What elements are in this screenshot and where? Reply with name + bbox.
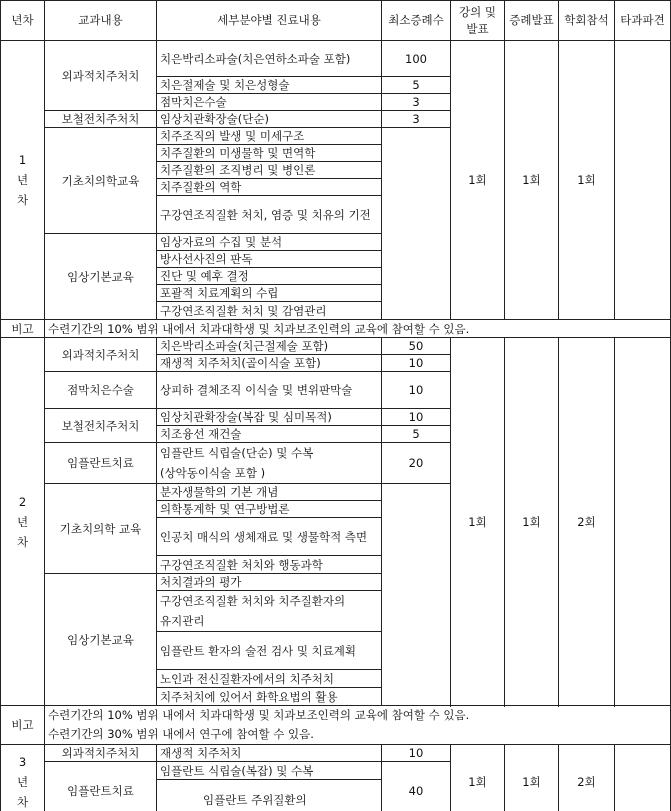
y1-conference: 1회 bbox=[559, 41, 615, 320]
y1-count-empty bbox=[382, 128, 451, 320]
y3-detail: 임플란트 주위질환의 bbox=[157, 780, 382, 811]
y2-detail: 구강연조직질환 처치와 행동과학 bbox=[157, 556, 382, 574]
y1-detail: 방사선사진의 판독 bbox=[157, 251, 382, 268]
y1-detail: 포괄적 치료계획의 수립 bbox=[157, 285, 382, 302]
y1-detail: 구강연조직질환 처치 및 감염관리 bbox=[157, 302, 382, 320]
y2-note-line2: 수련기간의 30% 범위 내에서 연구에 참여할 수 있음. bbox=[48, 727, 314, 741]
y1-detail: 구강연조직질환 처치, 염증 및 치유의 기전 bbox=[157, 196, 382, 234]
y1-detail: 진단 및 예후 결정 bbox=[157, 268, 382, 285]
y1-detail: 임상자료의 수집 및 분석 bbox=[157, 234, 382, 251]
y1-subject-basic: 기초치의학교육 bbox=[45, 128, 157, 234]
y2-count: 10 bbox=[382, 372, 451, 409]
y2-conference: 2회 bbox=[559, 338, 615, 706]
y2-other-dept bbox=[615, 338, 671, 706]
y2-detail: 치은박리소파술(치근절제술 포함) bbox=[157, 338, 382, 355]
y1-note: 수련기간의 10% 범위 내에서 치과대학생 및 치과보조인력의 교육에 참여할 수 있음. bbox=[45, 320, 671, 338]
year-1-label: 1 년 차 bbox=[1, 41, 45, 320]
y1-detail: 치은박리소파술(치은연하소파술 포함) bbox=[157, 41, 382, 77]
y1-subject-prosthetic: 보철전치주처치 bbox=[45, 111, 157, 128]
note-row bbox=[1, 320, 671, 338]
y2-note-line1: 수련기간의 10% 범위 내에서 치과대학생 및 치과보조인력의 교육에 참여할 수 있음. bbox=[48, 708, 470, 722]
y2-detail: 분자생물학의 기본 개념 bbox=[157, 484, 382, 501]
y1-other-dept bbox=[615, 41, 671, 320]
y1-lecture: 1회 bbox=[451, 41, 505, 320]
y2-note-label: 비고 bbox=[1, 706, 45, 745]
note-row bbox=[1, 706, 671, 745]
y1-subject-clinical: 임상기본교육 bbox=[45, 234, 157, 320]
table-row bbox=[1, 41, 671, 77]
y3-subject-implant: 임플란트치료 bbox=[45, 762, 157, 811]
y2-subject-clinical: 임상기본교육 bbox=[45, 574, 157, 706]
y2-count: 10 bbox=[382, 409, 451, 426]
y1-detail: 치주조직의 발생 및 미세구조 bbox=[157, 128, 382, 145]
y1-count: 100 bbox=[382, 41, 451, 77]
y3-subject-surgical: 외과적치주처치 bbox=[45, 745, 157, 762]
y2-subject-implant: 임플란트치료 bbox=[45, 443, 157, 484]
y2-detail: 치조융선 재건술 bbox=[157, 426, 382, 443]
y2-subject-mucogingival: 점막치은수술 bbox=[45, 372, 157, 409]
y1-count: 3 bbox=[382, 111, 451, 128]
y3-other-dept bbox=[615, 745, 671, 811]
y3-conference: 2회 bbox=[559, 745, 615, 811]
y2-detail: 상피하 결체조직 이식술 및 변위판막술 bbox=[157, 372, 382, 409]
header-lecture: 강의 및 발표 bbox=[451, 1, 505, 41]
y3-detail: 재생적 치주처치 bbox=[157, 745, 382, 762]
header-row bbox=[1, 1, 671, 41]
y2-subject-surgical: 외과적치주처치 bbox=[45, 338, 157, 372]
header-case-presentation: 증례발표 bbox=[505, 1, 559, 41]
y2-count: 20 bbox=[382, 443, 451, 484]
y2-detail: 치주처치에 있어서 화학요법의 활용 bbox=[157, 688, 382, 706]
y1-detail: 치주질환의 미생물학 및 면역학 bbox=[157, 145, 382, 162]
y2-count: 5 bbox=[382, 426, 451, 443]
header-subject: 교과내용 bbox=[45, 1, 157, 41]
header-detail: 세부분야별 진료내용 bbox=[157, 1, 382, 41]
y3-count: 40 bbox=[382, 762, 451, 811]
y1-detail: 치은절제술 및 치은성형술 bbox=[157, 77, 382, 94]
y2-detail: 임플란트 환자의 술전 검사 및 치료계획 bbox=[157, 632, 382, 670]
y3-detail: 임플란트 식립술(복잡) 및 수복 bbox=[157, 762, 382, 780]
y3-lecture: 1회 bbox=[451, 745, 505, 811]
y2-count: 50 bbox=[382, 338, 451, 355]
header-min-cases: 최소증례수 bbox=[382, 1, 451, 41]
y2-note bbox=[45, 706, 671, 745]
y1-subject-surgical: 외과적치주처치 bbox=[45, 41, 157, 111]
y2-detail: 처치결과의 평가 bbox=[157, 574, 382, 591]
y2-subject-basic: 기초치의학 교육 bbox=[45, 484, 157, 574]
header-year: 년차 bbox=[1, 1, 45, 41]
y2-detail: 의학통계학 및 연구방법론 bbox=[157, 501, 382, 518]
y3-case: 1회 bbox=[505, 745, 559, 811]
y1-detail: 치주질환의 역학 bbox=[157, 179, 382, 196]
y1-detail: 치주질환의 조직병리 및 병인론 bbox=[157, 162, 382, 179]
y2-detail: 인공치 매식의 생체재료 및 생물학적 측면 bbox=[157, 518, 382, 556]
y1-note-label: 비고 bbox=[1, 320, 45, 338]
y2-case: 1회 bbox=[505, 338, 559, 706]
year-3-label: 3 년 차 bbox=[1, 745, 45, 811]
header-other-dept: 타과파견 bbox=[615, 1, 671, 41]
y2-count-empty bbox=[382, 484, 451, 706]
y2-detail: 노인과 전신질환자에서의 치주처치 bbox=[157, 670, 382, 688]
year-2-label: 2 년 차 bbox=[1, 338, 45, 706]
y2-detail: 임상치관확장술(복잡 및 심미목적) bbox=[157, 409, 382, 426]
y2-count: 10 bbox=[382, 355, 451, 372]
y2-subject-prosthetic: 보철전치주처치 bbox=[45, 409, 157, 443]
y2-detail: 임플란트 식립술(단순) 및 수복 (상악동이식술 포함 ) bbox=[157, 443, 382, 484]
table-row bbox=[1, 338, 671, 355]
y1-case: 1회 bbox=[505, 41, 559, 320]
y2-lecture: 1회 bbox=[451, 338, 505, 706]
y1-detail: 임상치관확장술(단순) bbox=[157, 111, 382, 128]
y1-detail: 점막치은수술 bbox=[157, 94, 382, 111]
y1-count: 3 bbox=[382, 94, 451, 111]
y2-detail: 재생적 치주처치(골이식술 포함) bbox=[157, 355, 382, 372]
y3-count: 10 bbox=[382, 745, 451, 762]
header-conference: 학회참석 bbox=[559, 1, 615, 41]
table-row bbox=[1, 745, 671, 762]
y1-count: 5 bbox=[382, 77, 451, 94]
y2-detail: 구강연조직질환 처치와 치주질환자의 유지관리 bbox=[157, 591, 382, 632]
